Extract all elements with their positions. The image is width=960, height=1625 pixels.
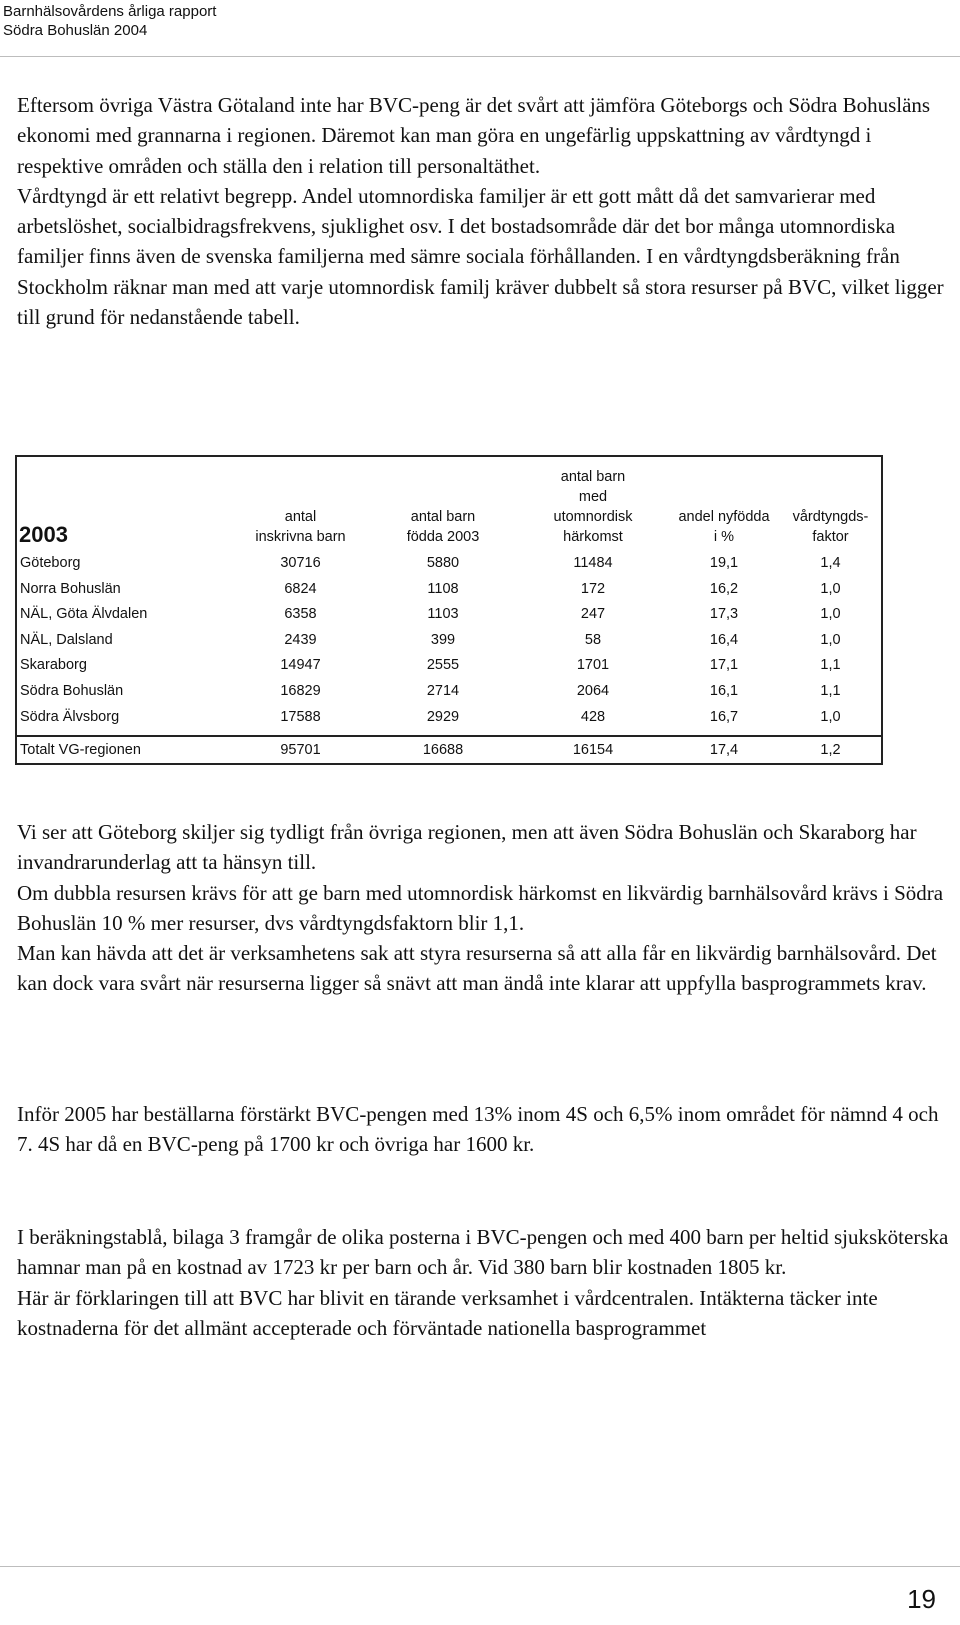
- header-subtitle: Södra Bohuslän 2004: [3, 22, 148, 39]
- col-header-inskrivna-line2: inskrivna barn: [255, 529, 346, 545]
- table-row: [17, 602, 881, 628]
- cell-inskrivna: 17588: [280, 708, 321, 725]
- cell-faktor: 1,1: [820, 682, 841, 699]
- cell-faktor: 1,0: [820, 606, 841, 623]
- table-total-row: [15, 735, 883, 765]
- col-header-utomnordisk-line1: antal barn: [560, 469, 626, 485]
- intro-section: [17, 90, 952, 332]
- cell-inskrivna: 6824: [284, 580, 317, 597]
- paragraph-bvc-peng-2005: Inför 2005 har beställarna förstärkt BVC-pengen med 13% inom 4S och 6,5% inom området för nämnd 4 och 7. 4S har då en BVC-peng på 1700 kr och övriga har 1600 kr.: [17, 1102, 939, 1157]
- table-year: 2003: [19, 522, 68, 547]
- cell-andel: 16,1: [709, 682, 739, 699]
- col-header-faktor: [780, 457, 881, 547]
- cell-region: Södra Älvsborg: [20, 708, 120, 725]
- cell-fodda: 399: [430, 631, 456, 648]
- cell-region: Skaraborg: [20, 657, 87, 674]
- cell-andel: 17,1: [709, 657, 739, 674]
- col-header-utomnordisk-line4: härkomst: [563, 529, 623, 545]
- table-header-row: [17, 457, 881, 547]
- table-row: [17, 705, 881, 731]
- cell-faktor: 1,0: [820, 631, 841, 648]
- table-row: [17, 628, 881, 654]
- cell-region: Göteborg: [20, 555, 81, 571]
- total-faktor: 1,2: [820, 742, 841, 758]
- header-title: Barnhälsovårdens årliga rapport: [3, 3, 217, 20]
- table-row: [17, 653, 881, 679]
- col-header-andel: [668, 457, 780, 547]
- cell-faktor: 1,0: [820, 580, 841, 597]
- total-andel: 17,4: [709, 742, 739, 758]
- col-header-faktor-line1: vårdtyngds-: [792, 509, 869, 525]
- analysis-section: [17, 817, 952, 999]
- cell-region: NÄL, Göta Älvdalen: [20, 606, 148, 623]
- col-header-faktor-line2: faktor: [812, 529, 849, 545]
- table-row: [17, 577, 881, 603]
- footer-rule: [0, 1566, 960, 1567]
- col-header-andel-line1: andel nyfödda: [678, 509, 770, 525]
- col-header-utomnordisk-line2: med: [578, 489, 608, 505]
- paragraph-berakningstabla: I beräkningstablå, bilaga 3 framgår de olika posterna i BVC-pengen och med 400 barn per heltid sjuksköterska hamnar man på en kostnad av 1723 kr per barn och år. Vid 380 barn blir kostnaden 1805 kr.: [17, 1225, 949, 1280]
- cell-utomnordisk: 2064: [576, 682, 610, 699]
- total-inskrivna: 95701: [280, 742, 321, 758]
- cell-inskrivna: 6358: [284, 606, 317, 623]
- paragraph-dubbla-resurser: Om dubbla resursen krävs för att ge barn med utomnordisk härkomst en likvärdig barnhälsovård krävs i Södra Bohuslän 10 % mer resurser, dvs vårdtyngdsfaktorn blir 1,1.: [17, 880, 944, 935]
- paragraph-forklaring: Här är förklaringen till att BVC har blivit en tärande verksamhet i vårdcentralen. Intäkterna täcker inte kostnaderna för det allmänt accepterade och förväntade nationella basprogrammet: [17, 1285, 878, 1340]
- paragraph-verksamhet: Man kan hävda att det är verksamhetens sak att styra resurserna så att alla får en likvärdig barnhälsovård. Det kan dock vara svårt när resurserna ligger så snävt att man ändå inte klarar att uppfylla basprogrammets krav.: [17, 941, 937, 996]
- paragraph-goteborg: Vi ser att Göteborg skiljer sig tydligt från övriga regionen, men att även Södra Bohuslän och Skaraborg har invandrarunderlag att ta hänsyn till.: [17, 820, 917, 875]
- table-row: [17, 547, 881, 577]
- cell-andel: 17,3: [709, 606, 739, 623]
- col-header-fodda-line1: antal barn: [410, 509, 476, 525]
- total-label: Totalt VG-regionen: [20, 742, 141, 758]
- paragraph-vardtyngd: Vårdtyngd är ett relativt begrepp. Andel utomnordiska familjer är ett gott mått då det samvarierar med arbetslöshet, socialbidragsfrekvens, sjuklighet osv. I det bostadsområde där det bor många utomnordiska familjer finns även de svenska familjerna med sämre sociala förhållanden. I en vårdtyngdsberäkning från Stockholm räknar man med att varje utomnordisk familj kräver dubbelt så stora resurser på BVC, vilket ligger till grund för nedanstående tabell.: [17, 183, 944, 330]
- cell-fodda: 1108: [427, 580, 459, 597]
- cell-fodda: 2714: [426, 682, 460, 699]
- cell-faktor: 1,4: [820, 555, 841, 571]
- cell-andel: 16,2: [709, 580, 739, 597]
- col-header-inskrivna-line1: antal: [284, 509, 317, 525]
- paragraph-intro: Eftersom övriga Västra Götaland inte har BVC-peng är det svårt att jämföra Göteborgs och Södra Bohusläns ekonomi med grannarna i regionen. Däremot kan man göra en ungefärlig uppskattning av vårdtyngd i respektive områden och ställa den i relation till personaltäthet.: [17, 93, 931, 178]
- cell-faktor: 1,1: [820, 657, 841, 674]
- cell-andel: 16,4: [709, 631, 739, 648]
- cell-region: NÄL, Dalsland: [20, 631, 113, 648]
- page-number: 19: [907, 1584, 936, 1614]
- cell-utomnordisk: 247: [580, 606, 606, 623]
- cell-fodda: 2929: [426, 708, 460, 725]
- col-header-utomnordisk-line3: utomnordisk: [553, 509, 633, 525]
- col-header-utomnordisk: [518, 457, 668, 547]
- cell-region: Södra Bohuslän: [20, 682, 124, 699]
- total-row: [17, 737, 881, 763]
- cell-andel: 16,7: [709, 708, 739, 725]
- cell-faktor: 1,0: [820, 708, 841, 725]
- cell-inskrivna: 30716: [280, 555, 321, 571]
- cell-fodda: 1103: [427, 606, 459, 623]
- col-header-inskrivna: [233, 457, 368, 547]
- header-rule: [0, 56, 960, 57]
- cell-utomnordisk: 11484: [573, 555, 613, 571]
- col-header-andel-line2: i %: [713, 529, 735, 545]
- vardtyngd-table: [15, 455, 883, 765]
- cell-region: Norra Bohuslän: [20, 580, 121, 597]
- cell-utomnordisk: 172: [580, 580, 606, 597]
- cell-andel: 19,1: [709, 555, 739, 571]
- total-utomnordisk: 16154: [572, 742, 614, 758]
- table-row: [17, 679, 881, 705]
- cell-fodda: 5880: [426, 555, 460, 571]
- cell-inskrivna: 16829: [280, 682, 321, 699]
- col-header-fodda-line2: födda 2003: [406, 529, 480, 545]
- cell-inskrivna: 2439: [284, 631, 317, 648]
- cell-utomnordisk: 428: [580, 708, 606, 725]
- cell-inskrivna: 14947: [280, 657, 321, 674]
- total-fodda: 16688: [422, 742, 464, 758]
- cost-section: [17, 1222, 952, 1343]
- cell-fodda: 2555: [426, 657, 460, 674]
- col-header-fodda: [368, 457, 518, 547]
- cell-utomnordisk: 58: [584, 631, 602, 648]
- cell-utomnordisk: 1701: [576, 657, 610, 674]
